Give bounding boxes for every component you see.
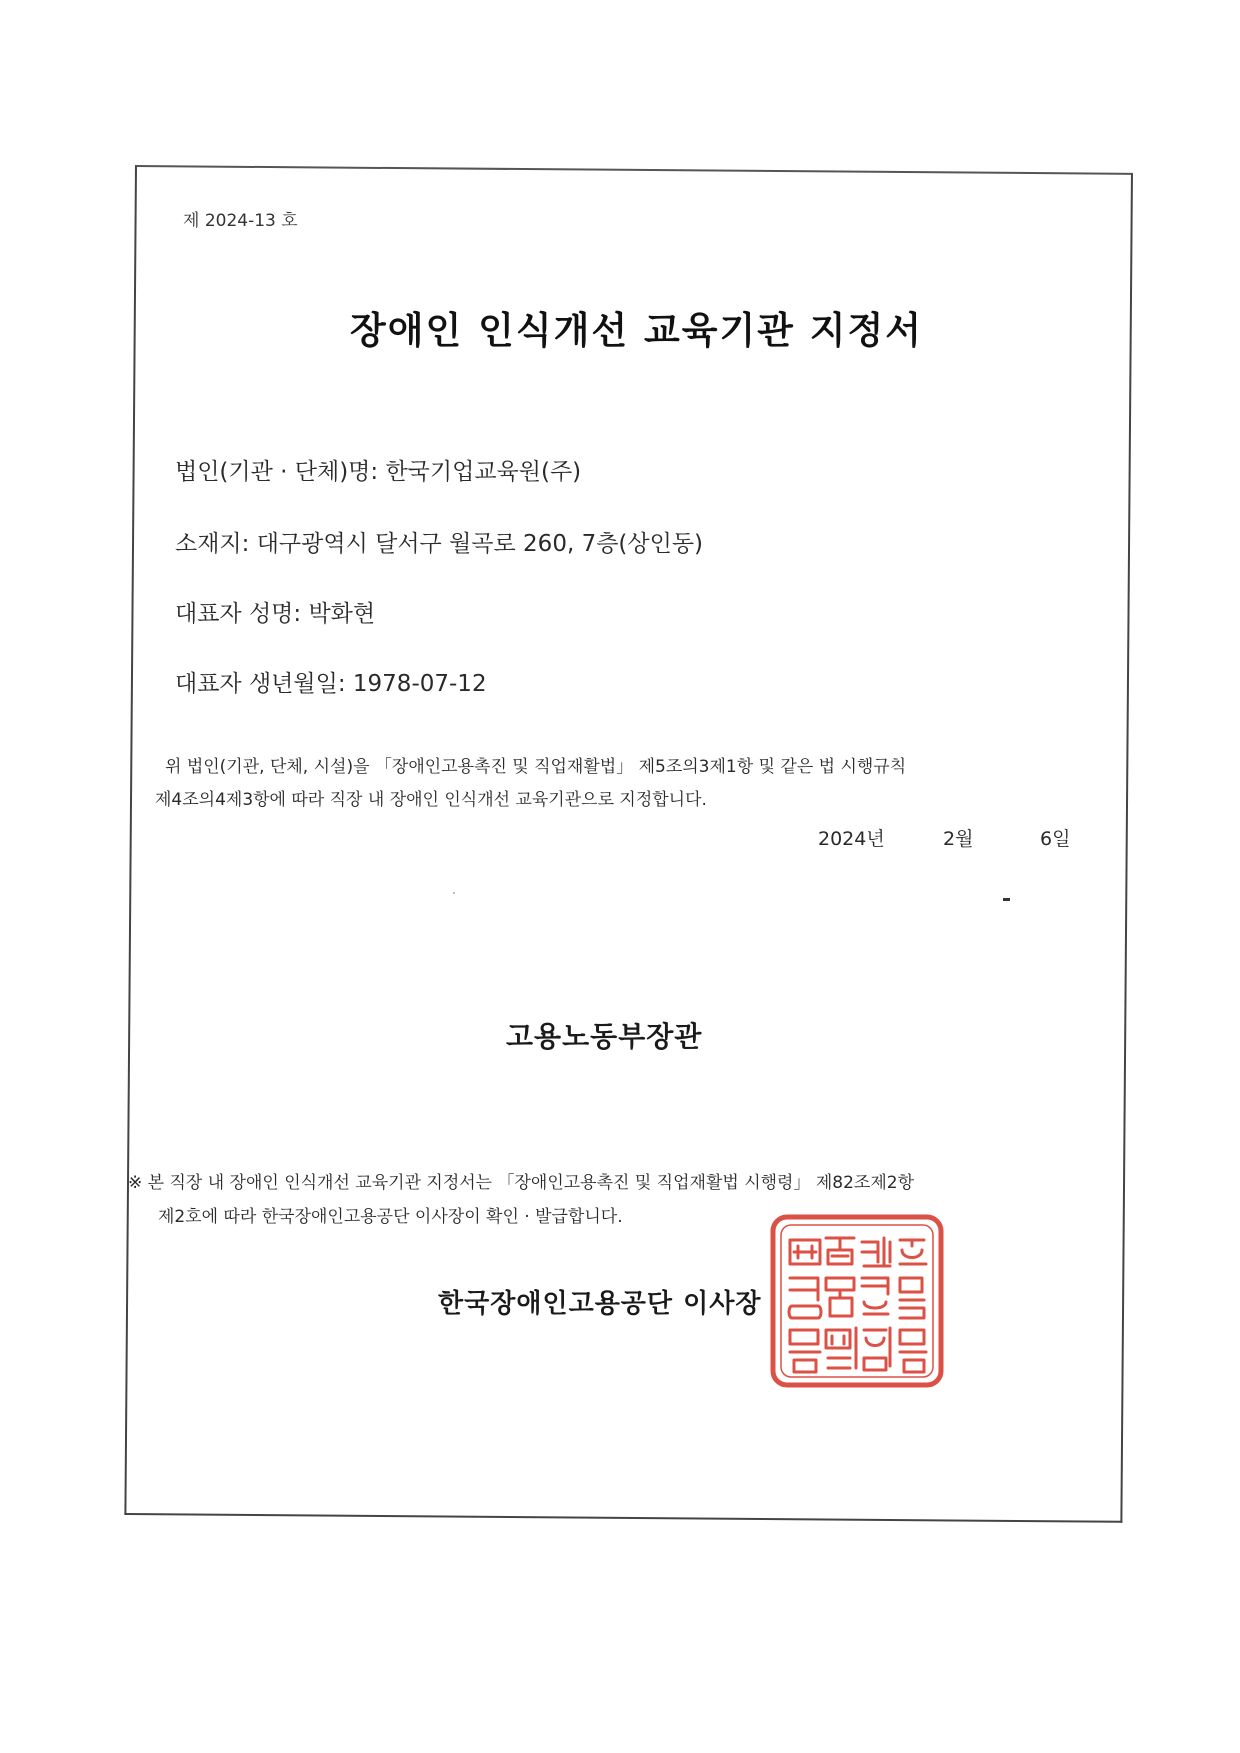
issuer-title: 고용노동부장관 xyxy=(506,1020,703,1053)
certificate-title: 장애인 인식개선 교육기관 지정서 xyxy=(350,309,924,352)
field-label: 대표자 생년월일: xyxy=(175,671,346,697)
field-value: 1978-07-12 xyxy=(352,671,487,697)
issue-date-month: 2월 xyxy=(943,828,974,850)
field-value: 박화현 xyxy=(308,601,376,627)
designation-text-line-1: 위 법인(기관, 단체, 시설)을 「장애인고용촉진 및 직업재활법」 제5조의3제1항 및 같은 법 시행규칙 xyxy=(165,757,907,777)
scan-mark xyxy=(1003,898,1010,901)
field-label: 대표자 성명: xyxy=(175,601,302,627)
confirmer-title: 한국장애인고용공단 이사장 xyxy=(438,1289,762,1319)
official-seal xyxy=(768,1212,946,1390)
scan-mark xyxy=(453,892,455,894)
field-organization-name xyxy=(175,453,581,486)
note-line-1: ※ 본 직장 내 장애인 인식개선 교육기관 지정서는 「장애인고용촉진 및 직업재활법 시행령」 제82조제2항 xyxy=(128,1173,914,1193)
field-representative-birthdate xyxy=(175,665,487,698)
designation-text-line-2: 제4조의4제3항에 따라 직장 내 장애인 인식개선 교육기관으로 지정합니다. xyxy=(155,790,707,810)
field-value: 대구광역시 달서구 월곡로 260, 7층(상인동) xyxy=(256,531,704,557)
issue-date-day: 6일 xyxy=(1040,828,1071,850)
issue-date-year: 2024년 xyxy=(818,828,885,850)
certificate-number: 제 2024-13 호 xyxy=(183,211,298,231)
note-line-2: 제2호에 따라 한국장애인고용공단 이사장이 확인 · 발급합니다. xyxy=(158,1207,623,1227)
field-label: 소재지: xyxy=(175,531,250,557)
field-label: 법인(기관 · 단체)명: xyxy=(175,459,379,485)
field-value: 한국기업교육원(주) xyxy=(385,459,582,485)
field-address xyxy=(175,525,703,558)
field-representative-name xyxy=(175,595,375,628)
